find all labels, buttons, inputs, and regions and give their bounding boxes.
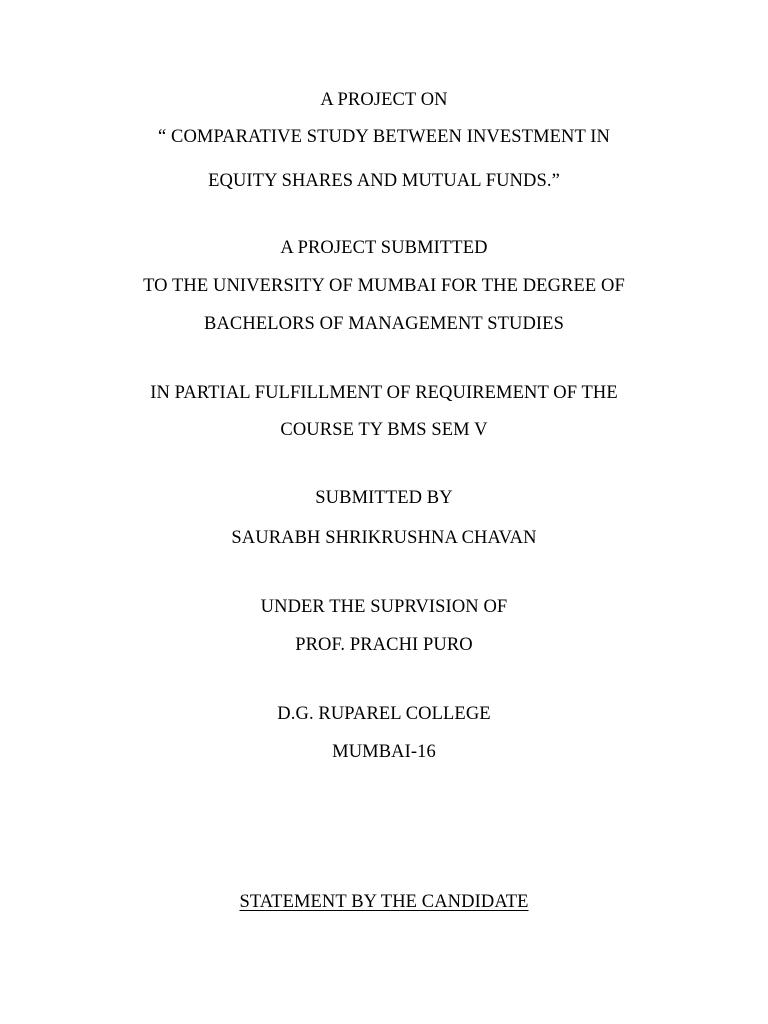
submission-heading: A PROJECT SUBMITTED bbox=[280, 238, 488, 258]
project-title-line-1: “ COMPARATIVE STUDY BETWEEN INVESTMENT IN bbox=[157, 127, 611, 147]
supervisor-name: PROF. PRACHI PURO bbox=[295, 635, 473, 655]
project-title-line-2: EQUITY SHARES AND MUTUAL FUNDS.” bbox=[208, 171, 560, 191]
statement-heading: STATEMENT BY THE CANDIDATE bbox=[239, 892, 529, 912]
fulfillment-line-2: COURSE TY BMS SEM V bbox=[280, 420, 488, 440]
college-name: D.G. RUPAREL COLLEGE bbox=[277, 704, 491, 724]
submitted-by-label: SUBMITTED BY bbox=[315, 488, 453, 508]
college-city: MUMBAI-16 bbox=[332, 742, 436, 762]
student-name: SAURABH SHRIKRUSHNA CHAVAN bbox=[231, 528, 537, 548]
fulfillment-line-1: IN PARTIAL FULFILLMENT OF REQUIREMENT OF THE bbox=[150, 383, 618, 403]
project-heading: A PROJECT ON bbox=[320, 90, 448, 110]
submission-line-1: TO THE UNIVERSITY OF MUMBAI FOR THE DEGREE OF bbox=[143, 276, 625, 296]
submission-line-2: BACHELORS OF MANAGEMENT STUDIES bbox=[204, 314, 564, 334]
supervision-label: UNDER THE SUPRVISION OF bbox=[260, 597, 508, 617]
